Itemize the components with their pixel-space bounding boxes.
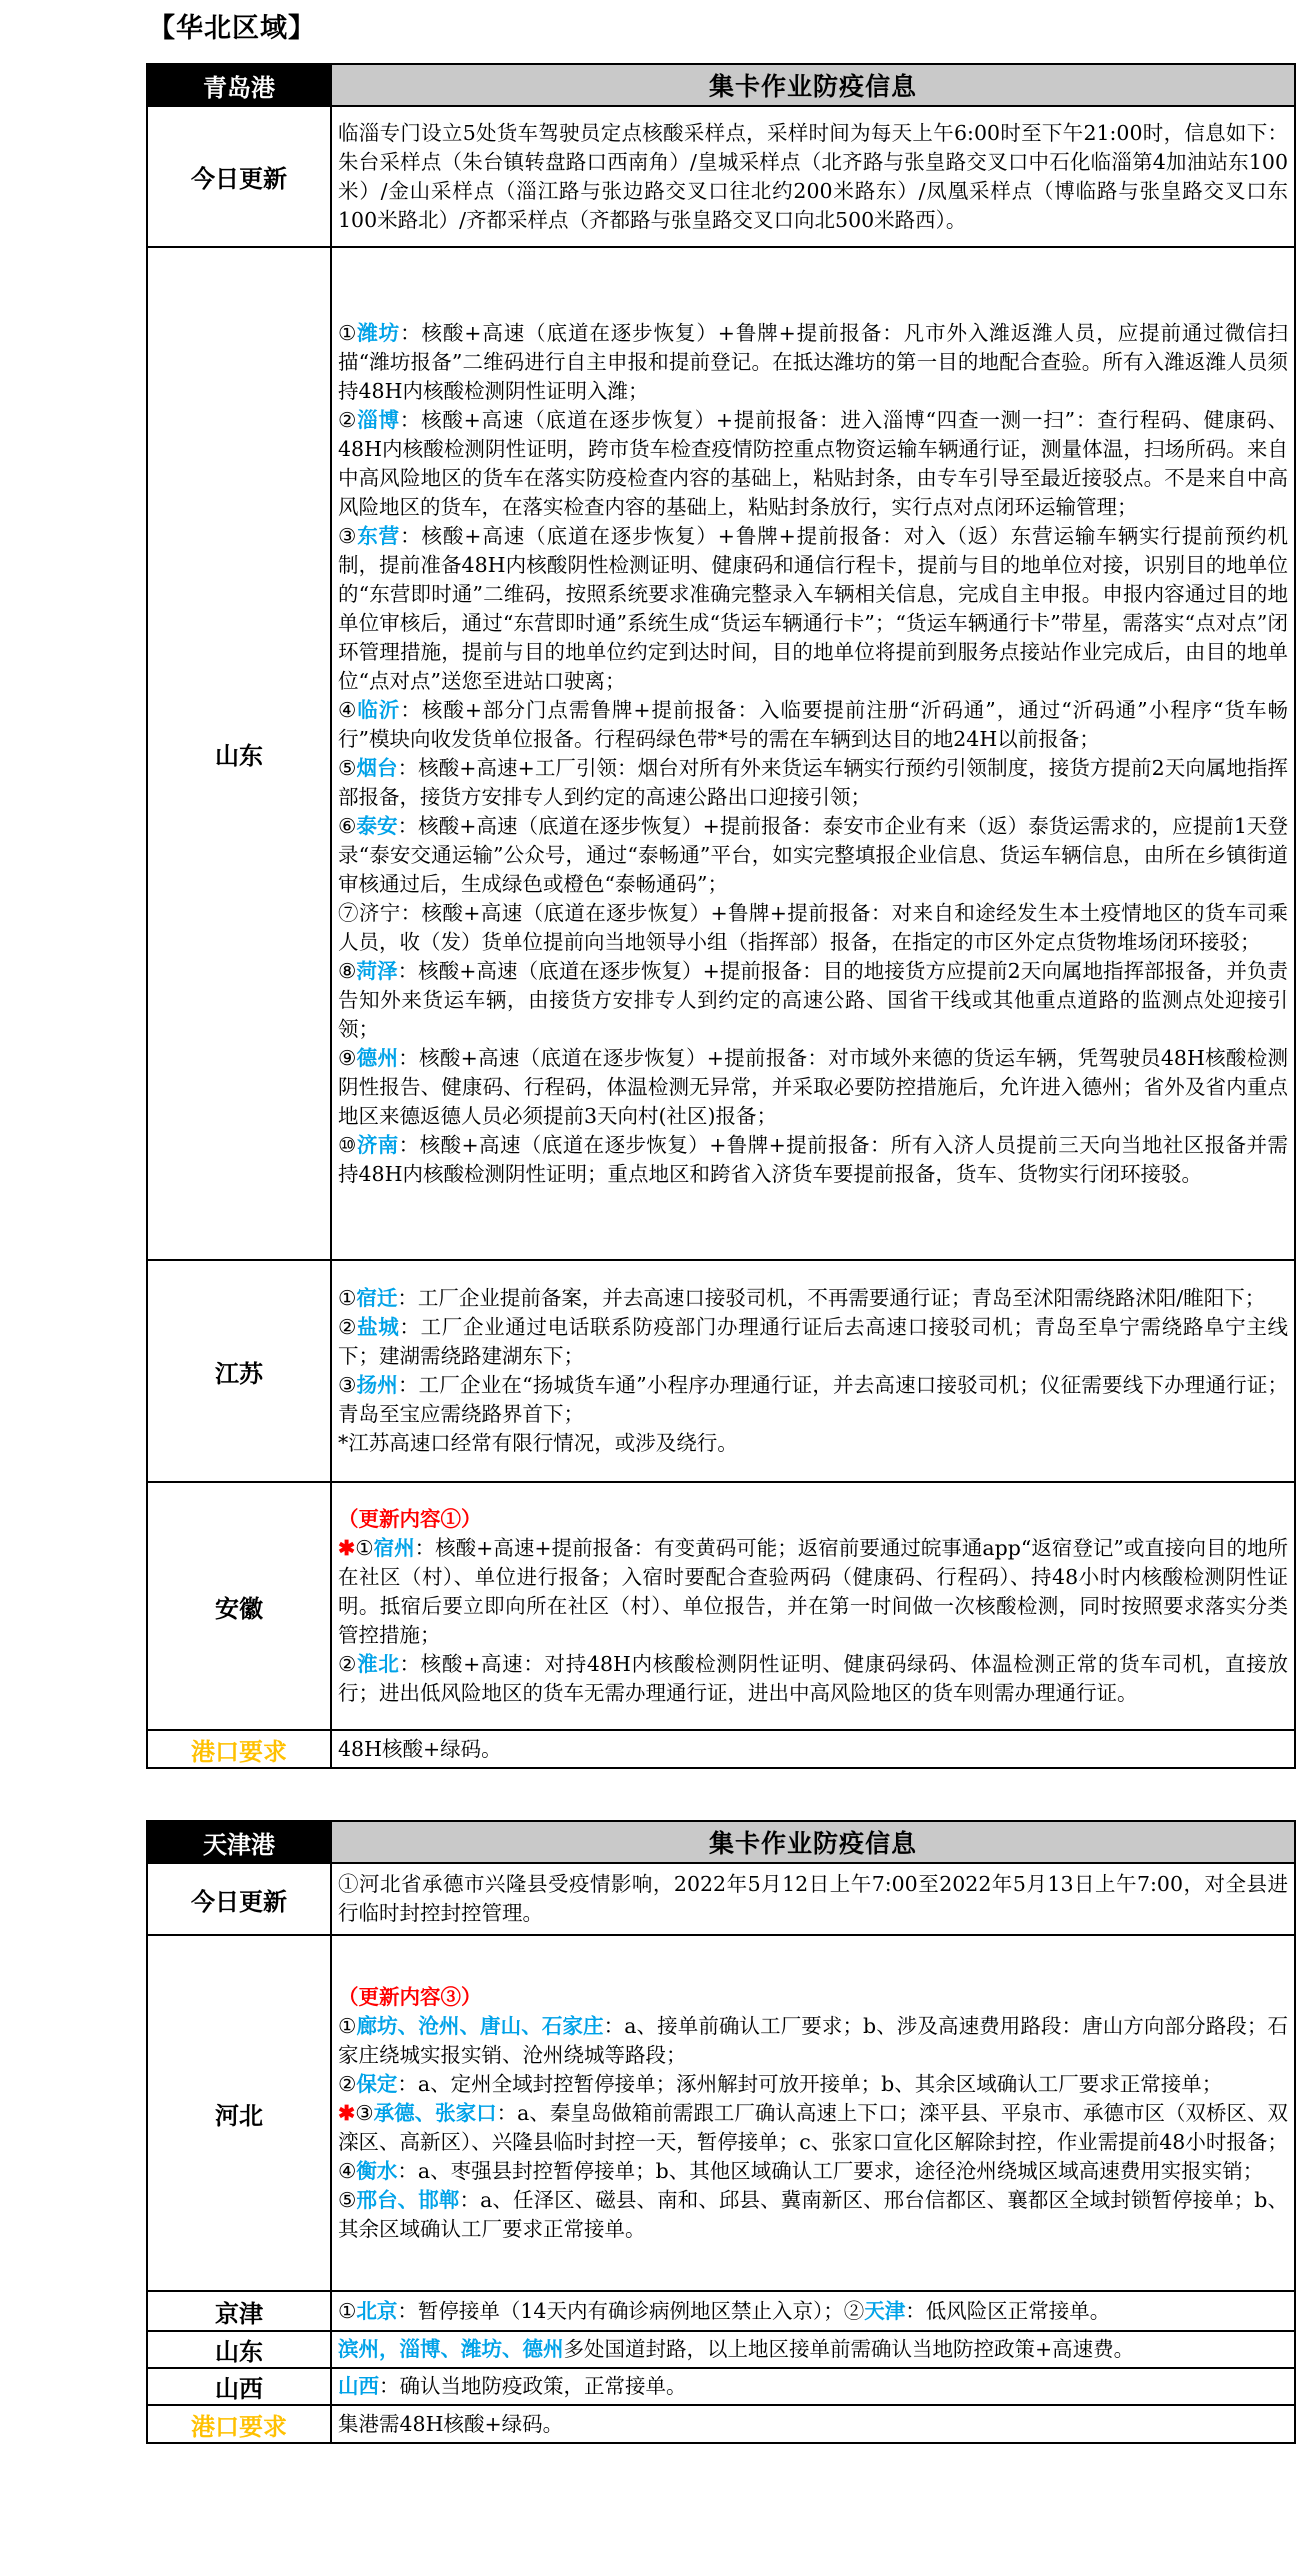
item-number: ③ (338, 523, 358, 548)
port-name-qingdao: 青岛港 (147, 64, 331, 106)
list-item (338, 1650, 1288, 1708)
item-text: ：核酸+高速（底道在逐步恢复）+鲁牌+提前报备：对来自和途经发生本土疫情地区的货车司乘人员，收（发）货单位提前向当地领导小组（指挥部）报备，在指定的市区外定点货物堆场闭环接驳； (338, 900, 1289, 954)
item-number: ① (338, 2013, 357, 2038)
item-number: ① (355, 1535, 374, 1560)
city-name: 临沂 (357, 697, 401, 722)
jingjin-items (331, 2291, 1295, 2331)
item-text: ：a、任泽区、磁县、南和、邱县、冀南新区、邢台信都区、襄都区全域封锁暂停接单；b、其余区域确认工厂要求正常接单。 (338, 2187, 1289, 2241)
city-name: 廊坊、沧州、唐山、石家庄 (356, 2013, 604, 2038)
list-item (338, 2186, 1288, 2244)
city-name: 山西 (338, 2374, 379, 2398)
list-item (338, 696, 1288, 754)
item-number: ⑥ (338, 813, 357, 838)
city-name: 邢台、邯郸 (356, 2187, 460, 2212)
item-text: ：a、接单前确认工厂要求；b、涉及高速费用路段：唐山方向部分路段；石家庄绕城实报实销、沧州绕城等路段； (338, 2013, 1289, 2067)
item-number: ⑦ (338, 900, 359, 925)
shanxi-desc: ：确认当地防疫政策，正常接单。 (379, 2374, 687, 2398)
today-update-label: 今日更新 (147, 1863, 331, 1935)
port-requirement-text: 48H核酸+绿码。 (331, 1730, 1295, 1768)
item-text: ：核酸+高速（底道在逐步恢复）+提前报备：泰安市企业有来（返）泰货运需求的，应提前1天登录“泰安交通运输”公众号，通过“泰畅通”平台，如实完整填报企业信息、货运车辆信息，由所在乡镇街道审核通过后，生成绿色或橙色“泰畅通码”； (338, 813, 1288, 896)
city-name: 盐城 (357, 1315, 400, 1339)
item-number: ① (338, 2298, 357, 2323)
city-name: 泰安 (356, 813, 398, 838)
section-header: 集卡作业防疫信息 (331, 1821, 1295, 1863)
item-number: ⑧ (338, 958, 357, 983)
shandong-text (331, 2331, 1295, 2368)
port-requirement-text: 集港需48H核酸+绿码。 (331, 2405, 1295, 2443)
item-number: ④ (338, 697, 358, 722)
item-number: ② (843, 2298, 865, 2323)
item-text: ：核酸+高速+提前报备：有变黄码可能；返宿前要通过皖事通app“返宿登记”或直接向目的地所在社区（村）、单位进行报备；入宿时要配合查验两码（健康码、行程码）、持48小时内核酸检测阴性证明。抵宿后要立即向所在社区（村）、单位报告，并在第一时间做一次核酸检测，同时按照要求落实分类管控措施； (338, 1535, 1289, 1647)
item-text: ：a、定州全域封控暂停接单；涿州解封可放开接单；b、其余区域确认工厂要求正常接单； (397, 2071, 1223, 2096)
item-text: ：核酸+高速（底道在逐步恢复）+鲁牌+提前报备：凡市外入潍返潍人员，应提前通过微信扫描“潍坊报备”二维码进行自主申报和提前登记。在抵达潍坊的第一目的地配合查验。所有入潍返潍人员须持48H内核酸检测阴性证明入潍； (338, 320, 1289, 403)
today-update-label: 今日更新 (147, 106, 331, 247)
item-text: ：核酸+高速（底道在逐步恢复）+提前报备：对市域外来德的货运车辆，凭驾驶员48H核酸检测阴性报告、健康码、行程码，体温检测无异常，并采取必要防控措施后，允许进入德州；省外及省内重点地区来德返德人员必须提前3天向村(社区)报备； (338, 1045, 1288, 1128)
city-name: 东营 (357, 523, 401, 548)
item-text: ：核酸+高速（底道在逐步恢复）+提前报备：目的地接货方应提前2天向属地指挥部报备，并负责告知外来货运车辆，由接货方安排专人到约定的高速公路、国省干线或其他重点道路的监测点处迎接引领； (338, 958, 1288, 1041)
item-text: ：工厂企业通过电话联系防疫部门办理通行证后去高速口接驳司机；青岛至阜宁需绕路阜宁主线下；建湖需绕路建湖东下； (338, 1315, 1289, 1368)
item-text: ：核酸+高速+工厂引领：烟台对所有外来货运车辆实行预约引领制度，接货方提前2天向属地指挥部报备，接货方安排专人到约定的高速公路出口迎接引领； (338, 755, 1288, 809)
city-name: 宿迁 (356, 1286, 398, 1310)
item-number: ② (338, 407, 358, 432)
item-number: ② (338, 2071, 357, 2096)
item-number: ④ (338, 2158, 357, 2183)
province-label-shanxi: 山西 (147, 2368, 331, 2405)
item-text: ：工厂企业在“扬城货车通”小程序办理通行证，并去高速口接驳司机；仪征需要线下办理通行证；青岛至宝应需绕路界首下； (338, 1373, 1289, 1426)
qingdao-port-table (146, 63, 1296, 1769)
region-title: 【华北区域】 (148, 13, 316, 44)
list-item (338, 2157, 1288, 2186)
update-star-icon: ✱ (338, 1535, 356, 1560)
city-name: 济宁 (358, 900, 401, 925)
city-name: 宿州 (373, 1535, 415, 1560)
province-label-shandong: 山东 (147, 2331, 331, 2368)
province-label-jiangsu: 江苏 (147, 1260, 331, 1482)
city-name: 天津 (864, 2298, 906, 2323)
item-number: ① (338, 320, 358, 345)
city-name: 烟台 (356, 755, 398, 780)
city-name: 保定 (356, 2071, 398, 2096)
city-name: 淮北 (357, 1651, 400, 1676)
hebei-items (331, 1935, 1295, 2291)
list-item (338, 899, 1288, 957)
item-number: ③ (338, 1373, 357, 1397)
update-tag: （更新内容③） (338, 1984, 482, 2009)
today-update-text: 临淄专门设立5处货车驾驶员定点核酸采样点，采样时间为每天上午6:00时至下午21:00时，信息如下：朱台采样点（朱台镇转盘路口西南角）/皇城采样点（北齐路与张皇路交叉口中石化临淄第4加油站东100米）/金山采样点（淄江路与张边路交叉口往北约200米路东）/凤凰采样点（博临路与张皇路交叉口东100米路北）/齐都采样点（齐都路与张皇路交叉口向北500米路西）。 (331, 106, 1295, 247)
city-name: 承德、张家口 (373, 2100, 497, 2125)
shandong-desc: 多处国道封路，以上地区接单前需确认当地防控政策+高速费。 (563, 2337, 1135, 2361)
today-update-text: ①河北省承德市兴隆县受疫情影响，2022年5月12日上午7:00至2022年5月13日上午7:00，对全县进行临时封控封控管理。 (331, 1863, 1295, 1935)
anhui-items (331, 1482, 1295, 1730)
list-item (338, 1371, 1288, 1429)
shandong-items (331, 247, 1295, 1260)
city-name: 淄博 (357, 407, 400, 432)
section-header: 集卡作业防疫信息 (331, 64, 1295, 106)
city-name: 北京 (356, 2298, 398, 2323)
tianjin-port-table (146, 1820, 1296, 2444)
list-item (338, 1534, 1288, 1650)
list-item (338, 957, 1288, 1044)
item-number: ⑤ (338, 2187, 357, 2212)
item-text: ：a、枣强县封控暂停接单；b、其他区域确认工厂要求，途径沧州绕城区域高速费用实报实销； (397, 2158, 1264, 2183)
port-requirement-label: 港口要求 (147, 1730, 331, 1768)
list-item (338, 812, 1288, 899)
item-number: ② (338, 1315, 358, 1339)
item-text: ：暂停接单（14天内有确诊病例地区禁止入京）； (397, 2298, 844, 2323)
list-item (338, 1313, 1288, 1371)
item-text: ：低风险区正常接单。 (905, 2298, 1111, 2323)
city-name: 德州 (356, 1045, 399, 1070)
item-text: ：核酸+高速：对持48H内核酸检测阴性证明、健康码绿码、体温检测正常的货车司机，直接放行；进出低风险地区的货车无需办理通行证，进出中高风险地区的货车则需办理通行证。 (338, 1651, 1288, 1705)
list-item (338, 406, 1288, 522)
item-number: ⑨ (338, 1045, 357, 1070)
update-star-icon: ✱ (338, 2100, 356, 2125)
province-label-shandong: 山东 (147, 247, 331, 1260)
province-label-anhui: 安徽 (147, 1482, 331, 1730)
item-number: ① (338, 1286, 357, 1310)
list-item (338, 1284, 1288, 1313)
item-number: ② (338, 1651, 358, 1676)
city-name: 济南 (356, 1132, 399, 1157)
update-tag: （更新内容①） (338, 1506, 482, 1531)
list-item (338, 1044, 1288, 1131)
port-requirement-label: 港口要求 (147, 2405, 331, 2443)
city-name: 衡水 (356, 2158, 398, 2183)
city-name: 潍坊 (357, 320, 401, 345)
item-text: ：核酸+高速（底道在逐步恢复）+提前报备：进入淄博“四查一测一扫”：查行程码、健康码、48H内核酸检测阴性证明，跨市货车检查疫情防控重点物资运输车辆通行证，测量体温，扫场所码。来自中高风险地区的货车在落实防疫检查内容的基础上，粘贴封条，由专车引导至最近接驳点。不是来自中高风险地区的货车，在落实检查内容的基础上，粘贴封条放行，实行点对点闭环运输管理； (338, 407, 1289, 519)
item-text: ：核酸+部分门点需鲁牌+提前报备：入临要提前注册“沂码通”，通过“沂码通”小程序“货车畅行”模块向收发货单位报备。行程码绿色带*号的需在车辆到达目的地24H以前报备； (338, 697, 1288, 751)
city-name: 菏泽 (356, 958, 398, 983)
city-name: 滨州，淄博、潍坊、德州 (338, 2337, 564, 2361)
list-item (844, 2299, 1111, 2323)
province-label-hebei: 河北 (147, 1935, 331, 2291)
shanxi-text (331, 2368, 1295, 2405)
item-number: ⑩ (338, 1132, 357, 1157)
jiangsu-items (331, 1260, 1295, 1482)
item-number: ③ (355, 2100, 374, 2125)
province-label-jingjin: 京津 (147, 2291, 331, 2331)
port-name-tianjin: 天津港 (147, 1821, 331, 1863)
list-item (338, 2299, 844, 2323)
city-name: 扬州 (356, 1373, 398, 1397)
item-text: ：核酸+高速（底道在逐步恢复）+鲁牌+提前报备：所有入济人员提前三天向当地社区报备并需持48H内核酸检测阴性证明；重点地区和跨省入济货车要提前报备，货车、货物实行闭环接驳。 (338, 1132, 1289, 1186)
list-item (338, 2012, 1288, 2070)
item-number: ⑤ (338, 755, 357, 780)
list-item (338, 522, 1288, 696)
jiangsu-note: *江苏高速口经常有限行情况，或涉及绕行。 (338, 1431, 738, 1455)
hebei-list (338, 2012, 1288, 2244)
list-item (338, 2099, 1288, 2157)
anhui-list (338, 1534, 1288, 1708)
jiangsu-list (338, 1284, 1288, 1429)
list-item (338, 1131, 1288, 1189)
item-text: ：核酸+高速（底道在逐步恢复）+鲁牌+提前报备：对入（返）东营运输车辆实行提前预约机制，提前准备48H内核酸阴性检测证明、健康码和通信行程卡，提前与目的地单位对接，识别目的地单位的“东营即时通”二维码，按照系统要求准确完整录入车辆相关信息，完成自主申报。申报内容通过目的地单位审核后，通过“东营即时通”系统生成“货运车辆通行卡”；“货运车辆通行卡”带星，需落实“点对点”闭环管理措施，提前与目的地单位约定到达时间，目的地单位将提前到服务点接站作业完成后，由目的地单位“点对点”送您至进站口驶离； (338, 523, 1289, 693)
list-item (338, 319, 1288, 406)
list-item (338, 754, 1288, 812)
item-text: ：a、秦皇岛做箱前需跟工厂确认高速上下口；滦平县、平泉市、承德市区（双桥区、双滦区、高新区）、兴隆县临时封控一天，暂停接单；c、张家口宣化区解除封控，作业需提前48小时报备； (338, 2100, 1288, 2154)
item-text: ：工厂企业提前备案，并去高速口接驳司机，不再需要通行证；青岛至沭阳需绕路沭阳/睢阳下； (397, 1286, 1266, 1310)
list-item (338, 2070, 1288, 2099)
